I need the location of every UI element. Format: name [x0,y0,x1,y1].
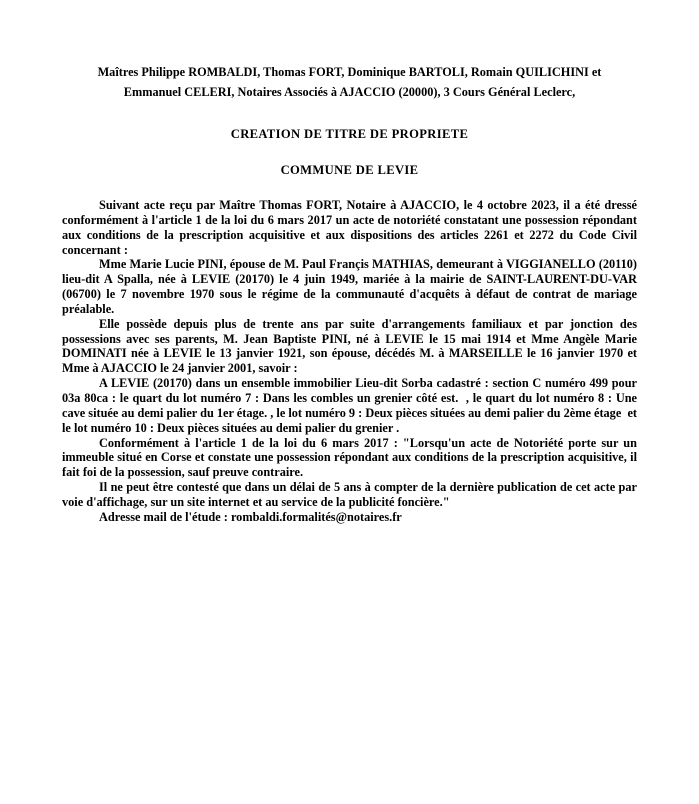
paragraph-identite-possesseur: Mme Marie Lucie PINI, épouse de M. Paul Françis MATHIAS, demeurant à VIGGIANELLO (20110) lieu-dit A Spalla, née à LEVIE (20170) le 4 juin 1949, mariée à la mairie de SAINT-LAURENT-DU-VAR (06700) le 7 novembre 1970 sous le régime de la communauté d'acquêts à défaut de contrat de mariage préalable. [62,257,641,316]
paragraph-designation-biens: A LEVIE (20170) dans un ensemble immobilier Lieu-dit Sorba cadastré : section C numéro 499 pour 03a 80ca : le quart du lot numéro 7 : Dans les combles un grenier côté est. , le quart du lot numéro 8 : Une cave située au demi palier du 1er étage. , le lot numéro 9 : Deux pièces situées au demi palier du 2ème étage et le lot numéro 10 : Deux pièces situées au demi palier du grenier . [62,376,641,435]
paragraph-possession-jonction: Elle possède depuis plus de trente ans par suite d'arrangements familiaux et par jonction des possessions avec ses parents, M. Jean Baptiste PINI, né à LEVIE le 15 mai 1914 et Mme Angèle Marie DOMINATI née à LEVIE le 13 janvier 1921, son épouse, décédés M. à MARSEILLE le 16 janvier 1970 et Mme à AJACCIO le 24 janvier 2001, savoir : [62,316,641,376]
paragraph-intro-acte: Suivant acte reçu par Maître Thomas FORT, Notaire à AJACCIO, le 4 octobre 2023, il a été dressé conformément à l'article 1 de la loi du 6 mars 2017 un acte de notoriété constatant une possession répondant aux conditions de la prescription acquisitive et aux dispositions des articles 2261 et 2272 du Code Civil concernant : [62,198,641,257]
document-title: CREATION DE TITRE DE PROPRIETE [230,127,469,141]
notary-header-line-2: Emmanuel CELERI, Notaires Associés à AJACCIO (20000), 3 Cours Général Leclerc, [123,85,576,99]
paragraph-adresse-mail: Adresse mail de l'étude : rombaldi.formalités@notaires.fr [99,509,402,524]
paragraph-delai-contestation: Il ne peut être contesté que dans un délai de 5 ans à compter de la dernière publication de cet acte par voie d'affichage, sur un site internet et au service de la publicité foncière." [62,480,641,509]
notary-header [62,62,637,102]
document-body [62,198,641,525]
notary-header-line-1: Maîtres Philippe ROMBALDI, Thomas FORT, Dominique BARTOLI, Romain QUILICHINI et [97,65,602,79]
document-subtitle: COMMUNE DE LEVIE [280,163,419,177]
paragraph-citation-loi: Conformément à l'article 1 de la loi du 6 mars 2017 : "Lorsqu'un acte de Notoriété porte sur un immeuble situé en Corse et constate une possession répondant aux conditions de la prescription acquisitive, il fait foi de la possession, sauf preuve contraire. [62,435,641,480]
